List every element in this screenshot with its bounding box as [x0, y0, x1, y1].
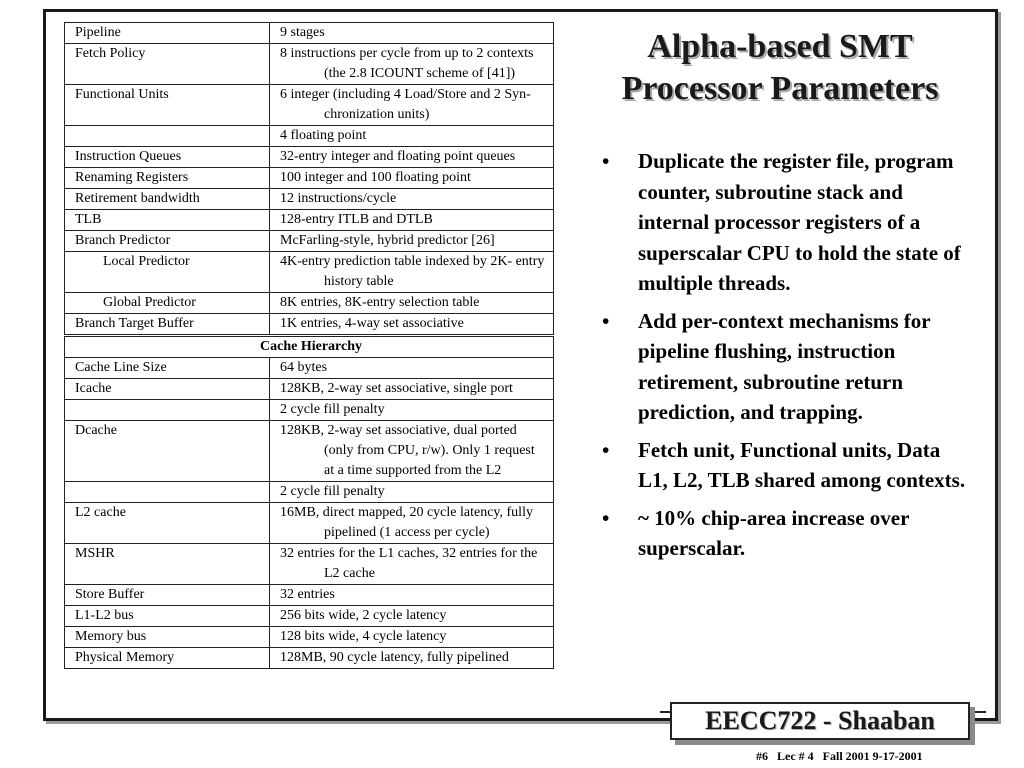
table-row: [65, 147, 554, 168]
param-value: 9 stages: [270, 23, 554, 44]
param-value: 64 bytes: [270, 358, 554, 379]
param-name: Store Buffer: [65, 585, 270, 606]
table-row: [65, 544, 554, 585]
param-value: 4 floating point: [270, 126, 554, 147]
parameters-table: [64, 22, 554, 669]
bullet-marker: •: [602, 149, 610, 173]
table-row: [65, 358, 554, 379]
param-name: [65, 126, 270, 147]
cache-hierarchy-header: Cache Hierarchy: [65, 336, 554, 358]
param-value: 128KB, 2-way set associative, single port: [270, 379, 554, 400]
param-value: McFarling-style, hybrid predictor [26]: [270, 231, 554, 252]
bullet-text: ~ 10% chip-area increase over superscalar.: [638, 505, 910, 560]
param-value: 128MB, 90 cycle latency, fully pipelined: [270, 648, 554, 669]
bullet-item: [600, 146, 970, 299]
param-name: Pipeline: [65, 23, 270, 44]
param-value-text: 16MB, direct mapped, 20 cycle latency, fully pipelined (1 access per cycle): [280, 505, 533, 540]
param-value: [270, 252, 554, 293]
param-value: 32-entry integer and floating point queues: [270, 147, 554, 168]
table-row: [65, 379, 554, 400]
param-name: Memory bus: [65, 627, 270, 648]
param-value: [270, 85, 554, 126]
param-value: [270, 44, 554, 85]
table-row: [65, 44, 554, 85]
table-row: [65, 400, 554, 421]
slide-info: #6 Lec # 4 Fall 2001 9-17-2001: [756, 749, 923, 763]
bullet-item: [600, 435, 970, 496]
param-name: L2 cache: [65, 503, 270, 544]
table-row: [65, 585, 554, 606]
table-row: [65, 421, 554, 482]
param-value: 32 entries: [270, 585, 554, 606]
param-value: 8K entries, 8K-entry selection table: [270, 293, 554, 314]
table-row: [65, 503, 554, 544]
param-value: 1K entries, 4-way set associative: [270, 314, 554, 336]
param-name: Local Predictor: [65, 252, 270, 293]
table-row: [65, 168, 554, 189]
param-value-text: 4K-entry prediction table indexed by 2K- entry history table: [280, 254, 545, 289]
param-value: [270, 503, 554, 544]
slide-title: [570, 26, 990, 110]
param-name: Fetch Policy: [65, 44, 270, 85]
bullet-text: Duplicate the register file, program counter, subroutine stack and internal processor registers of a superscalar CPU to hold the state of multiple threads.: [638, 149, 961, 295]
param-value: 100 integer and 100 floating point: [270, 168, 554, 189]
bullet-marker: •: [602, 505, 610, 530]
param-name: TLB: [65, 210, 270, 231]
bullet-item: [600, 306, 970, 428]
course-footer-text: EECC722 - Shaaban: [705, 706, 935, 735]
bullet-marker: •: [602, 308, 610, 333]
param-name: [65, 400, 270, 421]
table-row: [65, 231, 554, 252]
table-row: [65, 126, 554, 147]
param-value-text: 32 entries for the L1 caches, 32 entries for the L2 cache: [280, 546, 538, 581]
param-name: Branch Predictor: [65, 231, 270, 252]
slide-title-line-2: Processor Parameters: [621, 70, 939, 107]
param-name: Icache: [65, 379, 270, 400]
table-row: [65, 23, 554, 44]
param-value: [270, 421, 554, 482]
param-value: 128-entry ITLB and DTLB: [270, 210, 554, 231]
param-name: Global Predictor: [65, 293, 270, 314]
footer-line-right: [968, 711, 986, 713]
bullet-text: Fetch unit, Functional units, Data L1, L2, TLB shared among contexts.: [638, 437, 966, 492]
param-name: Cache Line Size: [65, 358, 270, 379]
param-name: Branch Target Buffer: [65, 314, 270, 336]
param-value-text: 8 instructions per cycle from up to 2 contexts (the 2.8 ICOUNT scheme of [41]): [280, 46, 534, 81]
param-name: Functional Units: [65, 85, 270, 126]
table-row: [65, 627, 554, 648]
param-value: 12 instructions/cycle: [270, 189, 554, 210]
param-name: Physical Memory: [65, 648, 270, 669]
param-name: Retirement bandwidth: [65, 189, 270, 210]
bullet-text: Add per-context mechanisms for pipeline flushing, instruction retirement, subroutine return prediction, and trapping.: [638, 308, 931, 424]
table-row: [65, 210, 554, 231]
table-row: [65, 314, 554, 336]
table-row: [65, 293, 554, 314]
table-row: [65, 252, 554, 293]
param-name: L1-L2 bus: [65, 606, 270, 627]
param-value-text: 128KB, 2-way set associative, dual ported (only from CPU, r/w). Only 1 request at a time supported from the L2: [280, 423, 535, 478]
param-name: Dcache: [65, 421, 270, 482]
table-row: [65, 648, 554, 669]
param-name: [65, 482, 270, 503]
bullet-marker: •: [602, 437, 610, 462]
table-row: [65, 85, 554, 126]
table-row: [65, 482, 554, 503]
course-footer-box: [670, 702, 970, 740]
param-name: Instruction Queues: [65, 147, 270, 168]
param-name: Renaming Registers: [65, 168, 270, 189]
param-value: 256 bits wide, 2 cycle latency: [270, 606, 554, 627]
param-value: 2 cycle fill penalty: [270, 482, 554, 503]
bullet-item: [600, 503, 970, 564]
bullet-list: [600, 146, 970, 571]
table-row: [65, 606, 554, 627]
slide-title-line-1: Alpha-based SMT: [647, 28, 913, 65]
param-value: [270, 544, 554, 585]
param-name: MSHR: [65, 544, 270, 585]
section-header-row: [65, 336, 554, 358]
param-value: 2 cycle fill penalty: [270, 400, 554, 421]
parameters-table-container: [64, 22, 554, 669]
param-value: 128 bits wide, 4 cycle latency: [270, 627, 554, 648]
param-value-text: 6 integer (including 4 Load/Store and 2 Syn- chronization units): [280, 87, 531, 122]
table-row: [65, 189, 554, 210]
